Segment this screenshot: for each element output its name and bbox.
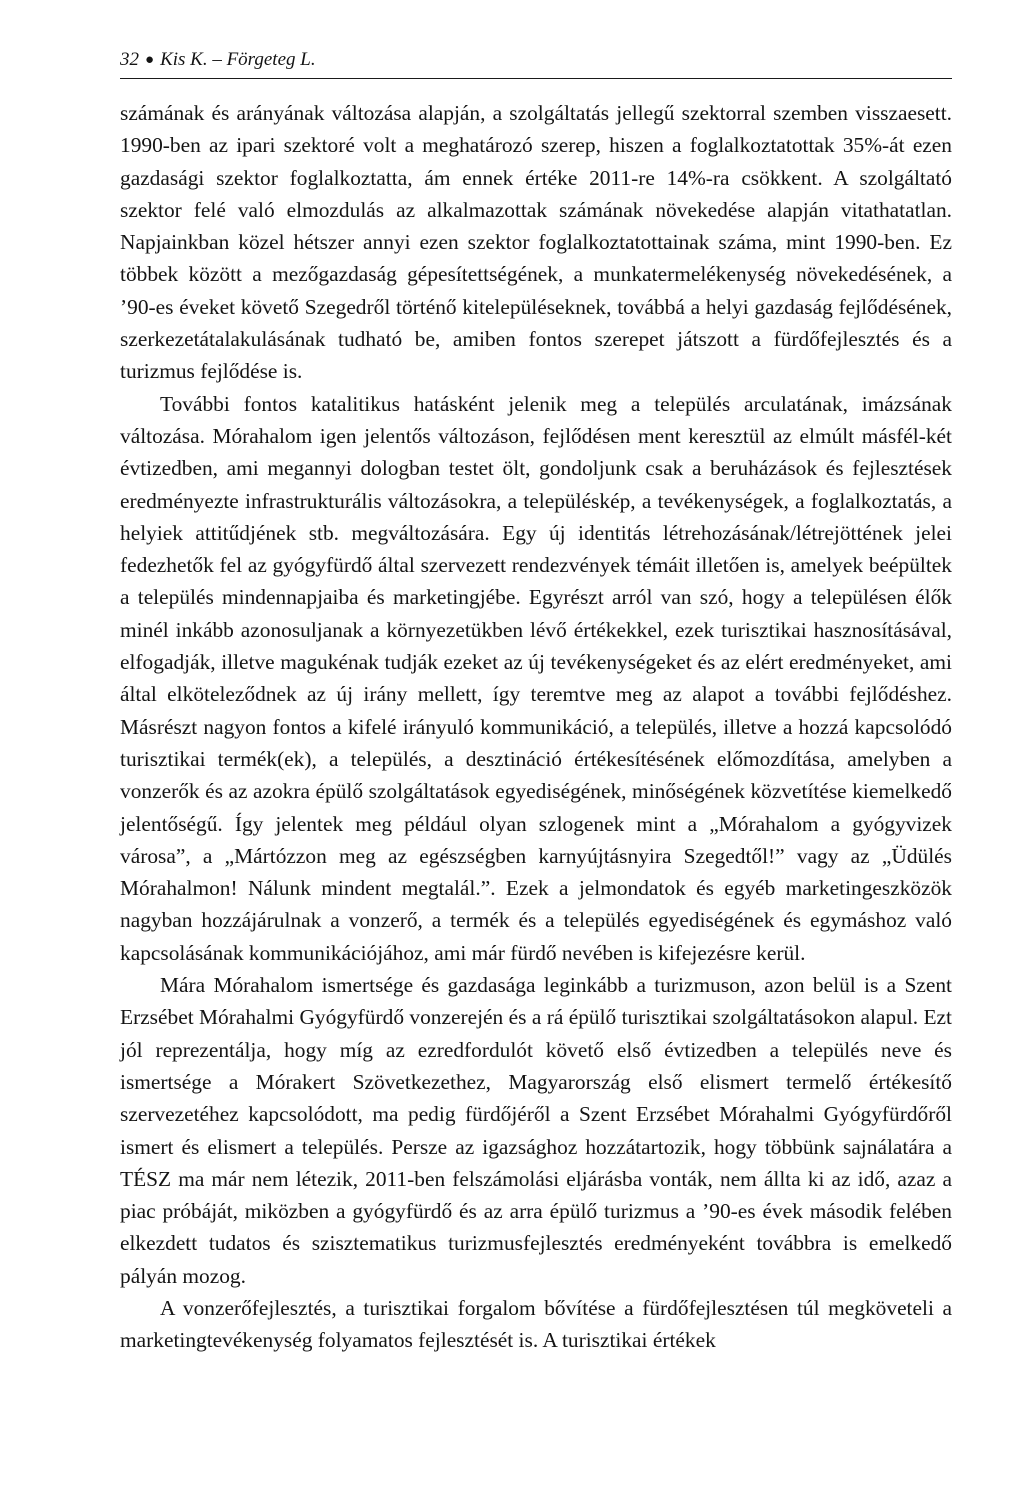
running-head (120, 48, 952, 72)
bullet-separator-icon: ● (145, 52, 155, 68)
paragraph-1: számának és arányának változása alapján, a szolgáltatás jellegű szektorral szemben visszaesett. 1990-ben az ipari szektoré volt a meghatározó szerep, hiszen a foglalkoztatottak 35%-át ezen gazdasági szektor foglalkoztatta, ám ennek értéke 2011-re 14%-ra csökkent. A szolgáltató szektor felé való elmozdulás az alkalmazottak számának növekedése alapján vitathatatlan. Napjainkban közel hétszer annyi ezen szektor foglalkoztatottainak száma, mint 1990-ben. Ez többek között a mezőgazdaság gépesítettségének, a munkatermelékenység növekedésének, a ’90-es éveket követő Szegedről történő kitelepüléseknek, továbbá a helyi gazdaság fejlődésének, szerkezetátalakulásának tudható be, amiben fontos szerepet játszott a fürdőfejlesztés és a turizmus fejlődése is. (120, 101, 952, 384)
body-text (120, 97, 952, 1357)
paragraph-3: Mára Mórahalom ismertsége és gazdasága leginkább a turizmuson, azon belül is a Szent Erzsébet Mórahalmi Gyógyfürdő vonzerején és a rá épülő turisztikai szolgáltatásokon alapul. Ezt jól reprezentálja, hogy míg az ezredfordulót követő első évtizedben a település neve és ismertsége a Mórakert Szövetkezethez, Magyarország első elismert termelő értékesítő szervezetéhez kapcsolódott, ma pedig fürdőjéről a Szent Erzsébet Mórahalmi Gyógyfürdőről ismert és elismert a település. Persze az igazsághoz hozzátartozik, hogy többünk sajnálatára a TÉSZ ma már nem létezik, 2011-ben felszámolási eljárásba vonták, nem állta ki az idő, azaz a piac próbáját, miközben a gyógyfürdő és az arra épülő turizmus a ’90-es évek második felében elkezdett tudatos és szisztematikus turizmusfejlesztés eredményeként továbbra is emelkedő pályán mozog. (120, 973, 952, 1288)
page-number: 32 (120, 49, 139, 70)
page (120, 48, 952, 1357)
paragraph-2: További fontos katalitikus hatásként jelenik meg a település arculatának, imázsának változása. Mórahalom igen jelentős változáson, fejlődésen ment keresztül az elmúlt másfél-két évtizedben, ami megannyi dologban testet ölt, gondoljunk csak a beruházások és fejlesztések eredményezte infrastrukturális változásokra, a településkép, a tevékenységek, a foglalkoztatás, a helyiek attitűdjének stb. megváltozására. Egy új identitás létrehozásának/létrejöttének jelei fedezhetők fel az gyógyfürdő által szervezett rendezvények témáit illetően is, amelyek beépültek a település mindennapjaiba és marketingjébe. Egyrészt arról van szó, hogy a településen élők minél inkább azonosuljanak a környezetükben lévő értékekkel, ezek turisztikai hasznosításával, elfogadják, illetve magukénak tudják ezeket az új tevékenységeket és az elért eredményeket, ami által elköteleződnek az új irány mellett, így teremtve meg az alapot a további fejlődéshez. Másrészt nagyon fontos a kifelé irányuló kommunikáció, a település, illetve a hozzá kapcsolódó turisztikai termék(ek), a település, a desztináció értékesítésének előmozdítása, amelyben a vonzerők és az azokra épülő szolgáltatások egyediségének, minőségének közvetítése kiemelkedő jelentőségű. Így jelentek meg például olyan szlogenek mint a „Mórahalom a gyógyvizek városa”, a „Mártózzon meg az egészségben karnyújtásnyira Szegedtől!” vagy az „Üdülés Mórahalmon! Nálunk mindent megtalál.”. Ezek a jelmondatok és egyéb marketingeszközök nagyban hozzájárulnak a vonzerő, a termék és a település egyediségének és egymáshoz való kapcsolásának kommunikációjához, ami már fürdő nevében is kifejezésre kerül. (120, 391, 952, 965)
paragraph-4: A vonzerőfejlesztés, a turisztikai forgalom bővítése a fürdőfejlesztésen túl megköveteli a marketingtevékenység folyamatos fejlesztését is. A turisztikai értékek (120, 1295, 952, 1353)
header-rule (120, 78, 952, 79)
running-head-authors: Kis K. – Förgeteg L. (160, 49, 316, 70)
